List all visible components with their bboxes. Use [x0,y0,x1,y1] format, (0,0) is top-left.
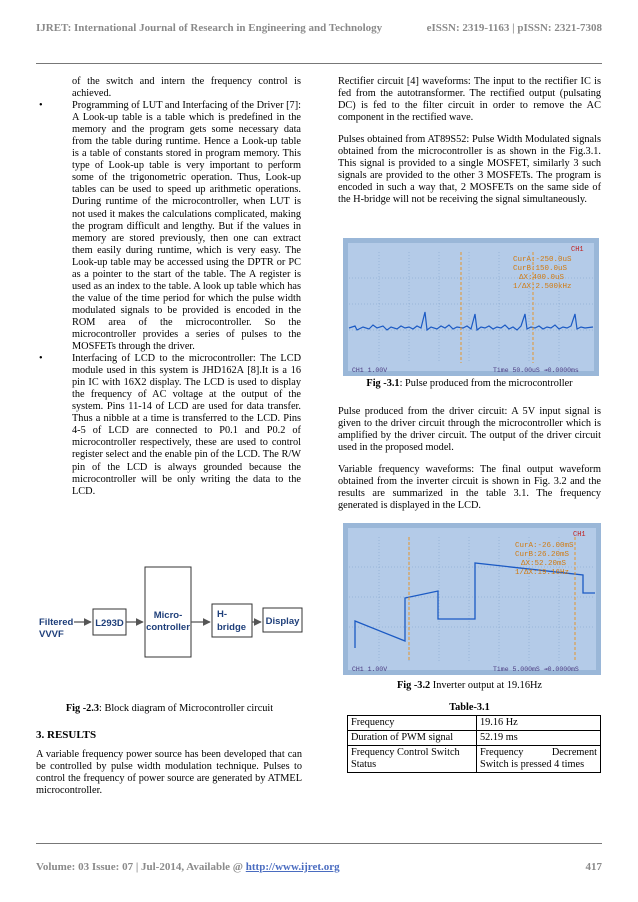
input-label-2: VVVF [39,629,64,640]
fig-label: Fig -3.2 [397,680,431,691]
time-scale: Time 5.000mS ⇥0.0000mS [493,666,579,673]
fig-3-2-caption [338,680,601,691]
fig-text: : Block diagram of Microcontroller circuit [99,703,274,714]
channel-label: CH1 [571,246,584,254]
intro-text: of the switch and intern the frequency control is achieved. [72,76,301,100]
scope-readout: ΔX:400.0uS [519,274,565,282]
scope-readout: CurA:-250.0uS [513,256,572,264]
bullet-item-lcd [36,353,301,498]
right-column [338,76,601,214]
fig-text: : Pulse produced from the microcontroller [399,378,573,389]
left-column [36,76,301,498]
channel-label: CH1 [573,531,586,539]
footer [36,861,602,873]
display-label: Display [265,616,300,627]
scope-readout: ΔX:52.20mS [521,560,567,568]
h-bridge-label-1: H- [217,609,228,620]
results-table [347,715,601,773]
input-label-1: Filtered [39,617,74,628]
scope-readout: CurA:-26.00mS [515,542,574,550]
table-row [348,731,601,746]
pulses-paragraph: Pulses obtained from AT89S52: Pulse Width Modulated signals obtained from the microcontroller is as shown in the Fig.3.1. This signal is provided to a single MOSFET, similarly 3 such signals are provided to the other 3 MOSFETs. The program is encoded in such a way that, 2 MOSFETs on the same side of the H-bridge will not be receiving the signal simultaneously. [338,134,601,206]
channel-scale: CH1 1.00V [352,666,388,673]
bullet-text: Interfacing of LCD to the microcontroller: The LCD module used in this system is JHD162A [8].It is a 16 pin IC with 16X2 display. The LCD is used to display the frequency of AC voltage at the output of the system. Pins 11-14 of LCD are used for data transfer. Thus a nibble at a time is transferred to the LCD. Pins 4-5 of LCD are connected to P0.1 and P0.2 of microcontroller respectively, these are used to control register select and the enable pin of the LCD. The R/W pin of the LCD is always grounded because the microcontroller will be only writing the data to the LCD. [72,353,301,497]
l293d-label: L293D [95,618,124,629]
microcontroller-label-2: controller [146,622,190,633]
issn: eISSN: 2319-1163 | pISSN: 2321-7308 [426,22,602,34]
bullet-item-lut [36,100,301,353]
fig-2-3-caption [36,703,303,714]
running-header [36,22,602,34]
table-cell: 52.19 ms [477,731,601,746]
fig-text: Inverter output at 19.16Hz [430,680,542,691]
oscilloscope-image-1 [343,238,599,376]
bullet-icon: • [39,353,43,365]
footer-rule [36,843,602,844]
scope-readout: CurB:26.20mS [515,551,570,559]
oscilloscope-image-2 [343,523,601,675]
page-number: 417 [585,861,602,873]
results-heading: 3. RESULTS [36,729,97,741]
right-column-lower [338,406,601,520]
fig-label: Fig -3.1 [366,378,400,389]
journal-link[interactable]: http://www.ijret.org [245,861,340,873]
table-cell: Frequency Decrement Switch is pressed 4 times [477,746,601,773]
table-cell: 19.16 Hz [477,716,601,731]
h-bridge-label-2: bridge [217,622,247,633]
scope-readout: CurB:150.0uS [513,265,568,273]
microcontroller-label-1: Micro- [153,610,183,621]
block-diagram [36,566,304,658]
scope-readout: 1/ΔX:19.16Hz [515,569,570,577]
bullet-text: Programming of LUT and Interfacing of the Driver [7]: A Look-up table is a table which is predefined in the memory and the program gets some necessary data from the table during runtime. Hence a Look-up table is a table of constants stored in program memory. This type of Look-up table is very important to perform some of the trigonometric operation. Thus, Look-up tables can be used to speed up arithmetic operations. During runtime of the microcontroller, when LUT is not used it makes the calculations complicated, making the program difficult and lengthy. But if the values in memory are stored previously, then one can extract them easily during runtime, which is very easy. The Look-up table may be accessed using the DPTR or PC as a pointer to the start of the table. The A register is used as an index to the table. A look up table which has the value of the time period for which the pulse width modulated signals to be provided is encoded in the ROM area of the microcontroller. So the microcontroller provides a series of pulses to the MOSFETs through the driver. [72,100,301,353]
fig-3-1-caption [338,378,601,389]
table-title: Table-3.1 [449,702,490,713]
scope-readout: 1/ΔX:2.500kHz [513,283,572,291]
fig-label: Fig -2.3 [65,703,100,714]
table-cell: Frequency Control Switch Status [348,746,477,773]
channel-scale: CH1 1.00V [352,367,388,374]
rectifier-paragraph: Rectifier circuit [4] waveforms: The input to the rectifier IC is fed from the autotransformer. The rectified output (pulsating DC) is fed to the filter circuit in order to remove the AC component in the rectified wave. [338,76,601,124]
bullet-icon: • [39,100,43,112]
table-cell: Duration of PWM signal [348,731,477,746]
table-row [348,716,601,731]
time-scale: Time 50.00uS ⇥0.0000ms [493,367,579,374]
table-cell: Frequency [348,716,477,731]
footer-volume: Volume: 03 Issue: 07 | Jul-2014, Available @ [36,861,246,873]
journal-title: IJRET: International Journal of Research in Engineering and Technology [36,22,383,34]
driver-paragraph: Pulse produced from the driver circuit: A 5V input signal is given to the driver circuit through the microcontroller which is amplified by the driver circuit. The output of the driver circuit used in the proposed model. [338,406,601,454]
results-text: A variable frequency power source has been developed that can be controlled by pulse width modulation technique. Pulses to control the frequency of power source are generated by ATMEL microcontroller. [36,749,302,797]
table-row [348,746,601,773]
variable-frequency-paragraph: Variable frequency waveforms: The final output waveform obtained from the inverter circuit is shown in Fig. 3.2 and the results are summarized in the table 3.1. The frequency generated is displayed in the LCD. [338,464,601,512]
header-rule [36,63,602,64]
